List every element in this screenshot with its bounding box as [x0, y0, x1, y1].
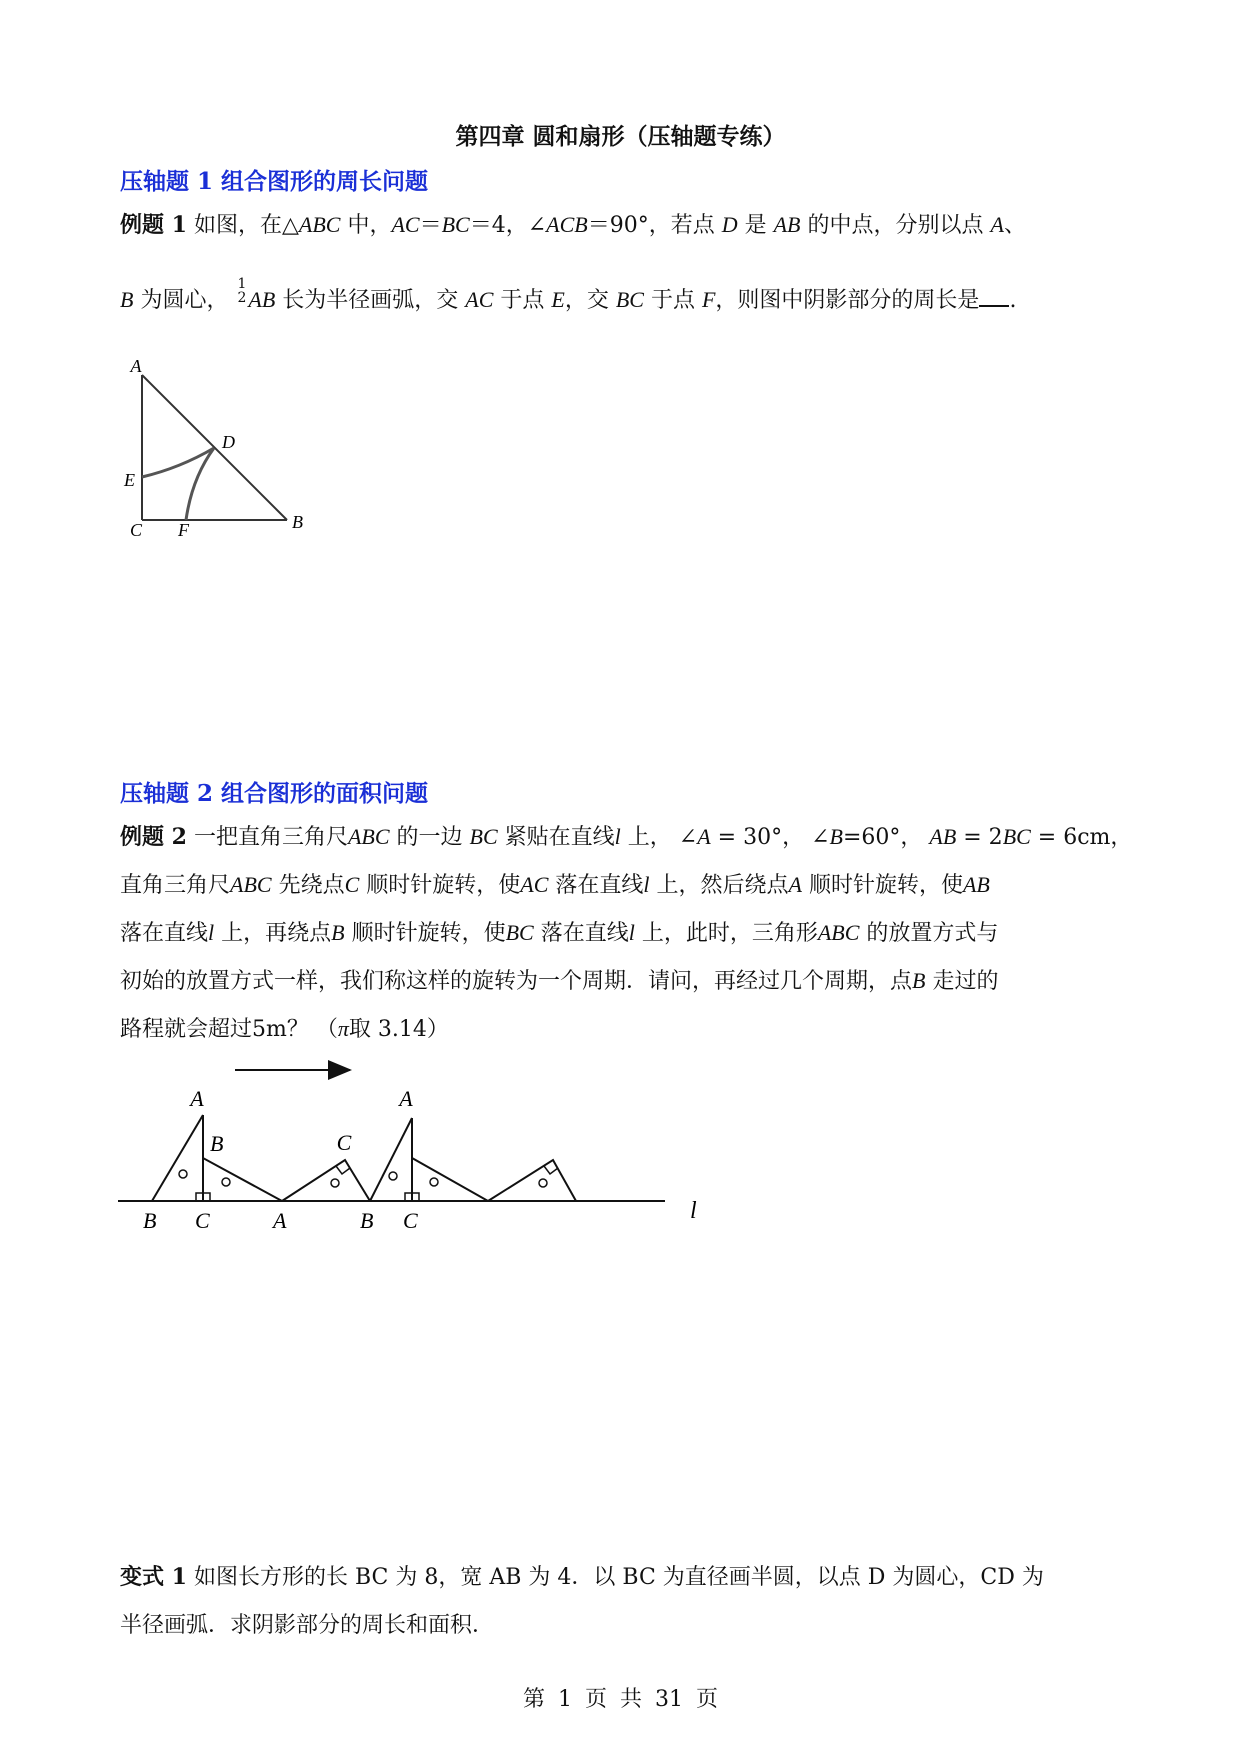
text-run: 是: [737, 213, 774, 238]
math-variable: ABC: [230, 872, 272, 897]
text-run: 落在直线: [548, 873, 644, 898]
label-bottom-a: A: [273, 1208, 287, 1233]
math-variable: BC: [441, 212, 470, 237]
fraction-numerator: 1: [237, 276, 247, 292]
label-top-a-2: A: [399, 1086, 413, 1111]
math-variable: ABC: [298, 212, 341, 237]
math-variable: B: [331, 920, 345, 945]
label-bottom-b-1: B: [143, 1208, 157, 1233]
math-variable: AC: [465, 287, 494, 312]
text-run: 路程就会超过: [120, 1017, 253, 1042]
text-run: 上，再绕点: [214, 921, 332, 946]
text-run: 上，然后绕点: [649, 873, 789, 898]
text-run: ？ （: [286, 1017, 338, 1042]
example-2-line-2: [120, 868, 990, 899]
text-run: 顺时针旋转，使: [801, 873, 963, 898]
section-heading-2: 压轴题 2 组合图形的面积问题: [120, 780, 429, 807]
math-variable: BC: [615, 287, 644, 312]
run-group: [120, 288, 228, 313]
math-variable: ACB: [546, 212, 588, 237]
math-variable: l: [628, 920, 635, 945]
label-a: A: [130, 356, 142, 376]
text-run: 上， ∠: [620, 825, 698, 850]
example-label: 例题 1: [120, 212, 187, 238]
label-c: C: [130, 520, 143, 540]
text-run: 为圆心，: [133, 288, 229, 313]
math-variable: AC: [391, 212, 420, 237]
section-heading-1: 压轴题 1 组合图形的周长问题: [120, 168, 429, 195]
triangle-5: [412, 1158, 488, 1201]
answer-blank: [979, 285, 1009, 307]
label-bottom-c-1: C: [195, 1208, 210, 1233]
example-2-line-5: [120, 1012, 449, 1043]
text-run: =60°，: [842, 825, 930, 850]
text-run: 顺时针旋转，使: [344, 921, 506, 946]
math-variable: AB: [248, 287, 276, 312]
run-group: [187, 825, 1132, 850]
example-1-line-2: [120, 276, 1017, 315]
math-variable: AB: [929, 824, 957, 849]
label-bottom-c-2: C: [403, 1208, 418, 1233]
math-variable: C: [344, 872, 360, 897]
triangle-2: [203, 1158, 282, 1201]
math-variable: AB: [962, 872, 990, 897]
math-variable: A: [990, 212, 1004, 237]
page-footer: 第 1 页 共 31 页: [523, 1687, 718, 1712]
fraction-denominator: 2: [237, 290, 247, 306]
text-run: 直角三角尺: [120, 873, 231, 898]
triangle-1: [152, 1115, 210, 1201]
triangle-figure: [110, 350, 310, 540]
math-variable: l: [208, 920, 215, 945]
text-run: 上，此时，三角形: [634, 921, 818, 946]
example-2-line-4: [120, 964, 998, 995]
page-title: 第四章 圆和扇形（压轴题专练）: [455, 123, 786, 150]
variant-text-1: 如图长方形的长 BC 为 8，宽 AB 为 4．以 BC 为直径画半圆，以点 D 为圆心，CD 为: [186, 1565, 1044, 1590]
text-run: 5m: [252, 1017, 287, 1042]
label-top-b: B: [210, 1131, 224, 1156]
text-run: ＝4，∠: [469, 213, 547, 238]
math-variable: π: [337, 1016, 349, 1041]
text-run: 一把直角三角尺: [186, 825, 348, 850]
text-run: 如图，在△: [186, 213, 299, 238]
text-run: 的放置方式与: [859, 921, 999, 946]
math-variable: B: [912, 968, 926, 993]
math-variable: E: [551, 287, 565, 312]
run-group: [248, 288, 979, 313]
label-line-l: l: [690, 1198, 697, 1224]
math-variable: AC: [520, 872, 549, 897]
math-variable: l: [614, 824, 621, 849]
text-run: 落在直线: [533, 921, 629, 946]
example-2-line-1: [120, 820, 1132, 851]
text-run: 、: [1003, 213, 1026, 238]
math-variable: B: [120, 287, 134, 312]
text-run: 取 3.14）: [348, 1017, 449, 1042]
example-1-line-1: [120, 208, 1026, 239]
math-variable: D: [721, 212, 738, 237]
line-end: .: [1009, 288, 1017, 313]
text-run: 长为半径画弧，交: [275, 288, 466, 313]
run-group: [120, 873, 990, 898]
label-top-a-1: A: [190, 1086, 204, 1111]
variant-text-2: 半径画弧．求阴影部分的周长和面积．: [120, 1613, 495, 1638]
variant-1-line-1: [120, 1560, 1044, 1591]
text-run: 初始的放置方式一样，我们称这样的旋转为一个周期．请问，再经过几个周期，点: [120, 969, 913, 994]
example-label: 例题 2: [120, 824, 187, 850]
text-run: 顺时针旋转，使: [359, 873, 521, 898]
math-variable: l: [643, 872, 650, 897]
label-bottom-b-2: B: [360, 1208, 374, 1233]
run-group: [187, 213, 1026, 238]
math-variable: F: [701, 287, 716, 312]
side-ab: [142, 375, 287, 520]
text-run: 先绕点: [271, 873, 345, 898]
math-variable: BC: [1002, 824, 1031, 849]
math-variable: BC: [505, 920, 534, 945]
text-run: ，交: [564, 288, 616, 313]
rotation-figure: [110, 1050, 710, 1240]
math-variable: A: [697, 824, 711, 849]
triangle-6: [488, 1160, 576, 1201]
math-variable: ABC: [347, 824, 390, 849]
text-run: ＝: [419, 213, 442, 238]
math-variable: A: [788, 872, 802, 897]
text-run: 紧贴在直线: [497, 825, 615, 850]
text-run: 落在直线: [120, 921, 209, 946]
variant-1-line-2: [120, 1608, 494, 1639]
text-run: ＝90°，若点: [587, 213, 722, 238]
math-variable: AB: [773, 212, 801, 237]
text-run: = 2: [956, 825, 1003, 850]
text-run: 于点: [643, 288, 702, 313]
label-e: E: [124, 470, 135, 490]
label-f: F: [178, 520, 189, 540]
label-top-c: C: [336, 1130, 352, 1155]
run-group: [120, 921, 998, 946]
text-run: = 6cm，: [1030, 825, 1133, 850]
math-variable: B: [829, 824, 843, 849]
text-run: 的一边: [389, 825, 470, 850]
example-2-line-3: [120, 916, 998, 947]
label-b: B: [292, 512, 303, 532]
math-variable: BC: [469, 824, 498, 849]
text-run: ，则图中阴影部分的周长是: [715, 288, 980, 313]
text-run: = 30°， ∠: [710, 825, 830, 850]
text-run: 走过的: [925, 969, 999, 994]
text-run: 的中点，分别以点: [800, 213, 991, 238]
run-group: [120, 969, 998, 994]
variant-label: 变式 1: [120, 1564, 187, 1590]
label-d: D: [222, 432, 235, 452]
fraction-half: [237, 277, 246, 305]
text-run: 中，: [340, 213, 392, 238]
run-group: [120, 1017, 449, 1042]
triangle-3: [282, 1160, 370, 1201]
math-variable: ABC: [817, 920, 860, 945]
text-run: 于点: [493, 288, 552, 313]
